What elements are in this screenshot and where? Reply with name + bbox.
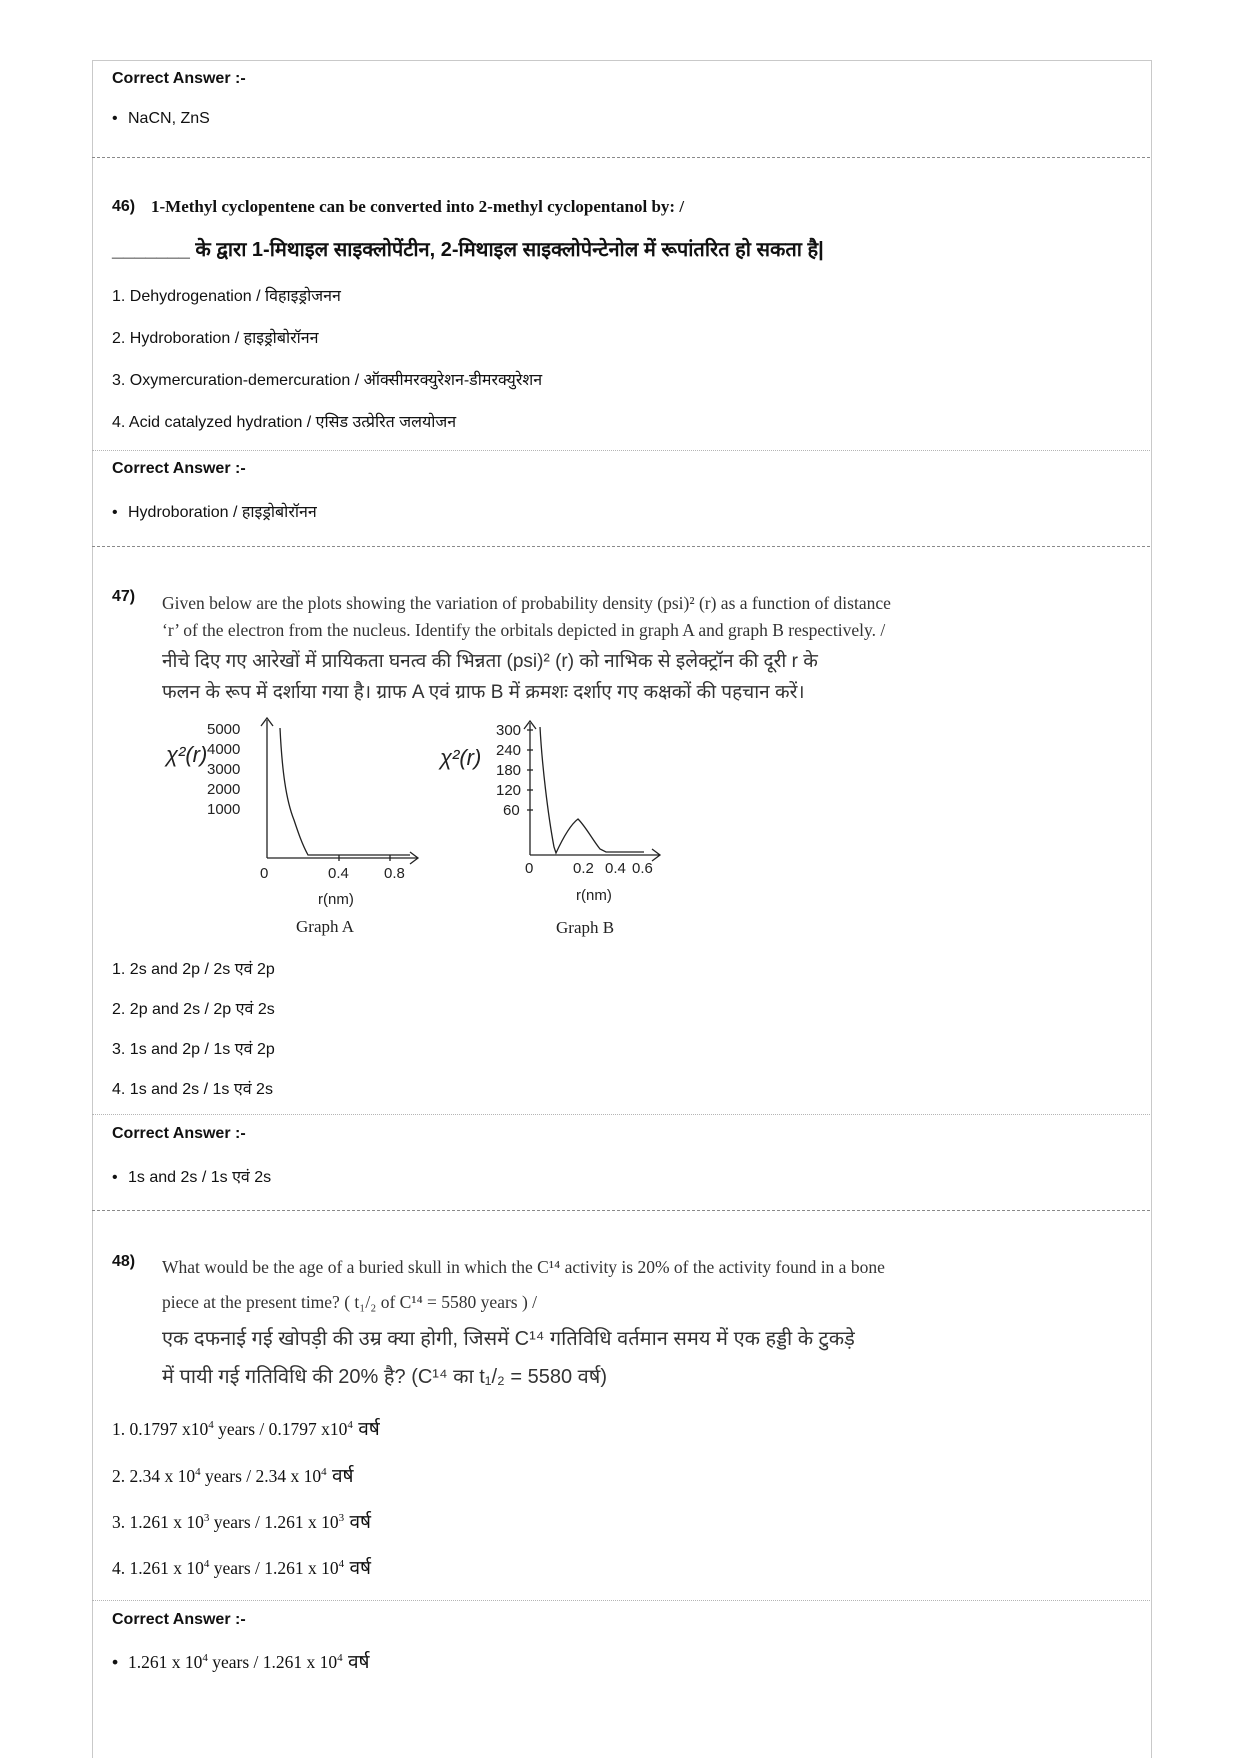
question-text-hindi: फलन के रूप में दर्शाया गया है। ग्राफ A एवं ग्राफ B में क्रमशः दर्शाए गए कक्षकों की पहचान करें। bbox=[162, 682, 805, 703]
option-4[interactable] bbox=[112, 1554, 371, 1580]
graph-b-xlabel: r(nm) bbox=[576, 887, 612, 904]
graph-a-ytick: 4000 bbox=[207, 741, 241, 758]
question-text-hindi: एक दफनाई गई खोपड़ी की उम्र क्या होगी, जिसमें C¹⁴ गतिविधि वर्तमान समय में एक हड्डी के टुकड़े bbox=[162, 1328, 855, 1350]
option-2[interactable]: 2. Hydroboration / हाइड्रोबोरॉनन bbox=[112, 330, 319, 347]
graph-a-curve bbox=[280, 728, 410, 855]
option-exponent: 4 bbox=[208, 1419, 214, 1432]
option-text: years / 2.34 x 10 bbox=[200, 1466, 322, 1486]
question-text-hindi: नीचे दिए गए आरेखों में प्रायिकता घनत्व की भिन्नता (psi)² (r) को नाभिक से इलेक्ट्रॉन की दूरी r के bbox=[162, 651, 818, 672]
answer-text: 1.261 x 10 bbox=[128, 1652, 203, 1672]
answer-text: NaCN, ZnS bbox=[128, 110, 210, 127]
answer-text: वर्ष bbox=[342, 1652, 370, 1673]
option-text: 3. 1.261 x 10 bbox=[112, 1512, 204, 1532]
question-text-line: piece at the present time? ( t₁/₂ of C¹⁴ = 5580 years ) / bbox=[162, 1292, 538, 1312]
option-text: वर्ष bbox=[352, 1419, 380, 1440]
graph-a-xtick: 0.4 bbox=[328, 865, 349, 882]
question-text-hindi: में पायी गई गतिविधि की 20% है? (C¹⁴ का t₁/₂ = 5580 वर्ष) bbox=[162, 1366, 608, 1388]
question-text-english: 1-Methyl cyclopentene can be converted into 2-methyl cyclopentanol by: / bbox=[151, 197, 685, 216]
option-exponent: 4 bbox=[338, 1558, 345, 1571]
answer-text: Hydroboration / हाइड्रोबोरॉनन bbox=[128, 504, 317, 521]
question-divider bbox=[92, 157, 1150, 158]
graph-b-xtick: 0 bbox=[525, 860, 534, 877]
question-number: 46) bbox=[112, 198, 136, 215]
graph-a-ytick: 1000 bbox=[207, 801, 241, 818]
graph-a-xtick: 0.8 bbox=[384, 865, 405, 882]
option-1[interactable]: 1. 2s and 2p / 2s एवं 2p bbox=[112, 961, 275, 978]
question-text-line: Given below are the plots showing the variation of probability density (psi)² (r) as a function of distance bbox=[162, 593, 891, 613]
graph-b-xtick: 0.2 bbox=[573, 860, 594, 877]
graph-b-ytick: 300 bbox=[496, 722, 522, 739]
option-exponent: 4 bbox=[195, 1466, 201, 1479]
correct-answer-value: • Hydroboration / हाइड्रोबोरॉनन bbox=[112, 504, 317, 521]
option-3[interactable]: 3. 1s and 2p / 1s एवं 2p bbox=[112, 1041, 275, 1058]
correct-answer-value: • NaCN, ZnS bbox=[112, 110, 210, 127]
option-text: 4. 1.261 x 10 bbox=[112, 1558, 204, 1578]
answer-exponent: 4 bbox=[337, 1652, 343, 1665]
option-exponent: 4 bbox=[203, 1558, 210, 1571]
graph-a-ytick: 5000 bbox=[207, 721, 241, 738]
option-text: वर्ष bbox=[344, 1512, 371, 1533]
question-divider bbox=[92, 546, 1150, 547]
option-text: वर्ष bbox=[344, 1558, 371, 1579]
option-exponent: 4 bbox=[347, 1419, 353, 1432]
graph-b-ytick: 120 bbox=[496, 782, 522, 799]
option-1[interactable]: 1. Dehydrogenation / विहाइड्रोजनन bbox=[112, 288, 341, 305]
graph-b-caption: Graph B bbox=[556, 918, 615, 937]
graph-a-caption: Graph A bbox=[296, 917, 355, 936]
graph-a-ytick: 3000 bbox=[207, 761, 241, 778]
graph-a-xtick: 0 bbox=[260, 865, 269, 882]
graph-b-ytick: 180 bbox=[496, 762, 522, 779]
graph-b-ylabel: χ²(r) bbox=[440, 745, 482, 770]
graph-b-xtick: 0.4 bbox=[605, 860, 626, 877]
graph-b bbox=[430, 715, 680, 940]
option-text: years / 1.261 x 10 bbox=[209, 1512, 339, 1532]
answer-exponent: 4 bbox=[202, 1652, 208, 1665]
option-4[interactable]: 4. 1s and 2s / 1s एवं 2s bbox=[112, 1081, 273, 1098]
option-exponent: 4 bbox=[321, 1466, 327, 1479]
question-divider bbox=[92, 1210, 1150, 1211]
question-text-block bbox=[162, 1250, 1062, 1396]
answer-text: years / 1.261 x 10 bbox=[207, 1652, 338, 1672]
option-text: 1. 0.1797 x10 bbox=[112, 1419, 209, 1439]
option-2[interactable] bbox=[112, 1462, 354, 1488]
option-2[interactable]: 2. 2p and 2s / 2p एवं 2s bbox=[112, 1001, 275, 1018]
option-3[interactable] bbox=[112, 1508, 371, 1534]
graph-a-ytick: 2000 bbox=[207, 781, 241, 798]
graph-a bbox=[160, 710, 430, 940]
correct-answer-label: Correct Answer :- bbox=[112, 70, 246, 87]
option-3[interactable]: 3. Oxymercuration-demercuration / ऑक्सीमरक्युरेशन-डीमरक्युरेशन bbox=[112, 372, 543, 389]
question-text-line: What would be the age of a buried skull in which the C¹⁴ activity is 20% of the activity found in a bone bbox=[162, 1257, 885, 1277]
option-4[interactable]: 4. Acid catalyzed hydration / एसिड उत्प्रेरित जलयोजन bbox=[112, 414, 457, 431]
correct-answer-value: • 1s and 2s / 1s एवं 2s bbox=[112, 1169, 272, 1186]
answer-divider bbox=[92, 1114, 1150, 1115]
graph-a-ylabel: χ²(r) bbox=[166, 742, 208, 767]
option-text: 2. 2.34 x 10 bbox=[112, 1466, 196, 1486]
correct-answer-label: Correct Answer :- bbox=[112, 1611, 246, 1628]
question-number: 47) bbox=[112, 588, 136, 605]
option-exponent: 3 bbox=[338, 1512, 345, 1525]
question-text-block bbox=[162, 590, 982, 708]
correct-answer-value: • 1.261 x $10^4$ years / 1.261 x $10^4$ वर्ष bbox=[112, 1652, 370, 1673]
correct-answer-label: Correct Answer :- bbox=[112, 1125, 246, 1142]
question-number: 48) bbox=[112, 1253, 136, 1270]
answer-divider bbox=[92, 450, 1150, 451]
graph-a-xlabel: r(nm) bbox=[318, 891, 354, 908]
graph-b-ytick: 240 bbox=[496, 742, 522, 759]
option-text: years / 1.261 x 10 bbox=[209, 1558, 339, 1578]
question-text-hindi: _______ के द्वारा 1-मिथाइल साइक्लोपेंटीन, 2-मिथाइल साइक्लोपेन्टेनोल में रूपांतरित हो सकता है| bbox=[112, 239, 824, 261]
option-text: years / 0.1797 x10 bbox=[213, 1419, 348, 1439]
graph-b-ytick: 60 bbox=[503, 802, 520, 819]
option-1[interactable] bbox=[112, 1415, 380, 1441]
graph-b-xtick: 0.6 bbox=[632, 860, 653, 877]
option-text: वर्ष bbox=[326, 1466, 354, 1487]
graph-b-curve bbox=[540, 727, 644, 853]
question-text-line: ‘r’ of the electron from the nucleus. Identify the orbitals depicted in graph A and graph B respectively. / bbox=[162, 620, 886, 640]
option-exponent: 3 bbox=[203, 1512, 210, 1525]
correct-answer-label: Correct Answer :- bbox=[112, 460, 246, 477]
answer-divider bbox=[92, 1600, 1150, 1601]
answer-text: 1s and 2s / 1s एवं 2s bbox=[128, 1169, 272, 1186]
